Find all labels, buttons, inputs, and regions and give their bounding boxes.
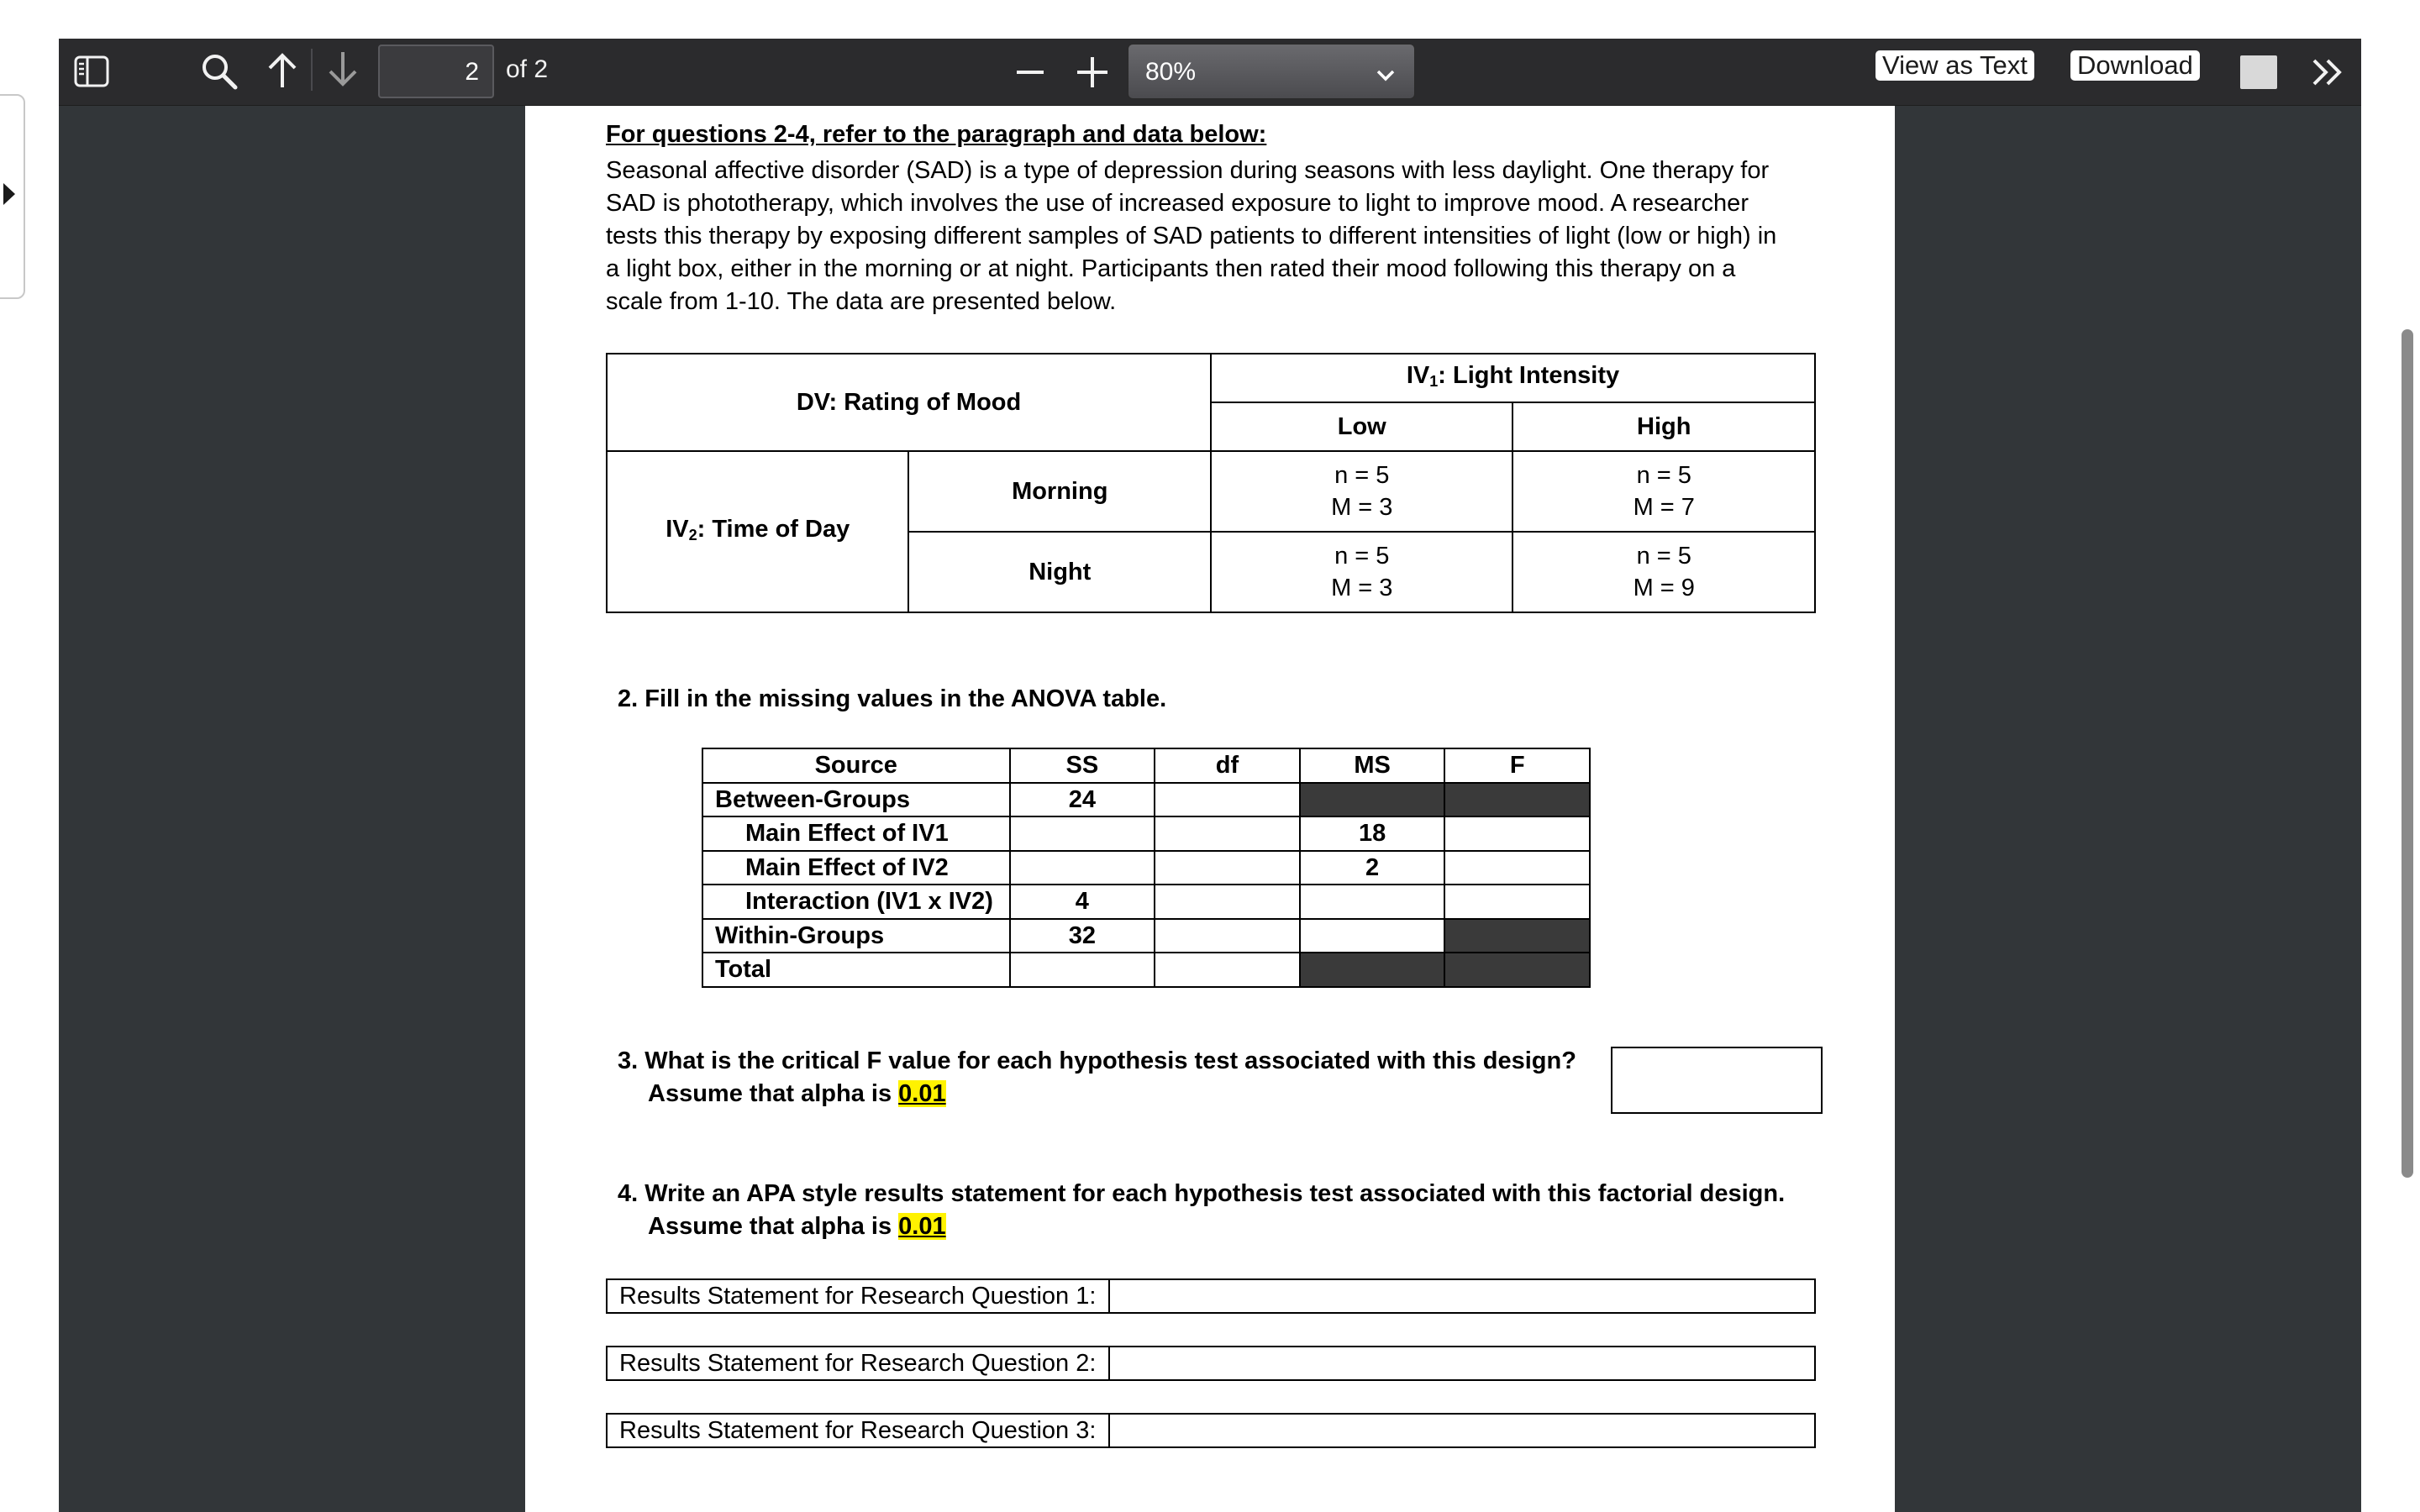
- df-cell[interactable]: [1155, 816, 1300, 851]
- f-cell[interactable]: [1444, 885, 1590, 919]
- night-label: Night: [908, 532, 1211, 612]
- iv2-label: $IV_2$: Time of Day: [607, 451, 908, 612]
- question-3: [618, 1045, 1576, 1110]
- header-ss: SS: [1010, 748, 1155, 783]
- results-statement-label: Results Statement for Research Question 1:: [608, 1280, 1110, 1312]
- source-cell: Within-Groups: [702, 919, 1010, 953]
- alpha-highlight: 0.01: [898, 1213, 946, 1240]
- zoom-value: 80%: [1145, 58, 1197, 86]
- source-cell: Main Effect of IV1: [702, 816, 1010, 851]
- f-cell[interactable]: [1444, 851, 1590, 885]
- ms-cell: 18: [1300, 816, 1445, 851]
- results-statement-row-2[interactable]: [606, 1346, 1816, 1381]
- anova-header-row: [702, 748, 1590, 783]
- results-statement-row-1[interactable]: [606, 1278, 1816, 1314]
- paragraph-line: Seasonal affective disorder (SAD) is a type of depression during seasons with less daylight. One therapy for: [606, 157, 1770, 184]
- df-cell[interactable]: [1155, 953, 1300, 987]
- chevron-down-icon: [1376, 61, 1396, 90]
- high-header: High: [1512, 402, 1815, 451]
- df-cell[interactable]: [1155, 851, 1300, 885]
- document-page: [525, 106, 1895, 1512]
- df-cell[interactable]: [1155, 783, 1300, 817]
- cut-off-text: [606, 106, 824, 111]
- dv-label: DV: Rating of Mood: [607, 354, 1211, 451]
- results-statement-label: Results Statement for Research Question 2:: [608, 1347, 1110, 1379]
- arrow-down-icon[interactable]: [326, 50, 360, 89]
- ms-cell[interactable]: [1300, 885, 1445, 919]
- f-cell-shaded: [1444, 783, 1590, 817]
- source-cell: Interaction (IV1 x IV2): [702, 885, 1010, 919]
- toolbar-divider: [311, 49, 313, 91]
- df-cell[interactable]: [1155, 919, 1300, 953]
- question-3-line: 3. What is the critical F value for each hypothesis test associated with this design?: [618, 1047, 1576, 1074]
- page-number-input[interactable]: 2: [378, 45, 494, 98]
- page-total-label: of 2: [506, 55, 549, 83]
- alpha-line: Assume that alpha is 0.01: [648, 1080, 946, 1107]
- cell-morning-low: n = 5 M = 3: [1211, 451, 1512, 532]
- table-row: [702, 953, 1590, 987]
- alpha-line: Assume that alpha is 0.01: [648, 1213, 946, 1240]
- design-table: [606, 353, 1816, 613]
- table-row: [702, 816, 1590, 851]
- f-cell[interactable]: [1444, 816, 1590, 851]
- ss-cell[interactable]: [1010, 953, 1155, 987]
- results-statement-label: Results Statement for Research Question 3:: [608, 1415, 1110, 1446]
- source-cell: Total: [702, 953, 1010, 987]
- section-heading: For questions 2-4, refer to the paragraph and data below:: [606, 121, 1267, 148]
- question-4: [618, 1178, 1819, 1243]
- table-row: [702, 783, 1590, 817]
- cell-night-high: n = 5 M = 9: [1512, 532, 1815, 612]
- f-cell-shaded: [1444, 953, 1590, 987]
- header-ms: MS: [1300, 748, 1445, 783]
- ms-cell-shaded: [1300, 953, 1445, 987]
- ms-cell-shaded: [1300, 783, 1445, 817]
- pdf-viewer: [59, 39, 2361, 1512]
- paragraph-line: SAD is phototherapy, which involves the use of increased exposure to light to improve mood. A researcher: [606, 190, 1749, 217]
- table-row: [702, 919, 1590, 953]
- zoom-out-icon[interactable]: [1015, 57, 1045, 87]
- download-button[interactable]: Download: [2070, 50, 2200, 81]
- ss-cell: 4: [1010, 885, 1155, 919]
- paragraph-line: scale from 1-10. The data are presented below.: [606, 288, 1117, 315]
- pdf-toolbar: [59, 39, 2361, 106]
- ss-cell: 24: [1010, 783, 1155, 817]
- morning-label: Morning: [908, 451, 1211, 532]
- anova-table: [702, 748, 1591, 988]
- cell-morning-high: n = 5 M = 7: [1512, 451, 1815, 532]
- header-source: Source: [702, 748, 1010, 783]
- alpha-highlight: 0.01: [898, 1080, 946, 1107]
- ss-cell[interactable]: [1010, 816, 1155, 851]
- double-chevron-right-icon[interactable]: [2311, 57, 2344, 87]
- expand-sidebar-arrow-icon[interactable]: [3, 183, 15, 205]
- view-as-text-button[interactable]: View as Text: [1876, 50, 2034, 81]
- header-df: df: [1155, 748, 1300, 783]
- f-cell-shaded: [1444, 919, 1590, 953]
- cell-night-low: n = 5 M = 3: [1211, 532, 1512, 612]
- arrow-up-icon[interactable]: [266, 50, 299, 89]
- iv1-label: $IV_1$: Light Intensity: [1211, 354, 1815, 402]
- sidebar-toggle-icon[interactable]: [74, 55, 109, 87]
- zoom-in-icon[interactable]: [1076, 55, 1109, 89]
- ss-cell: 32: [1010, 919, 1155, 953]
- ss-cell[interactable]: [1010, 851, 1155, 885]
- table-row: [702, 885, 1590, 919]
- vertical-scrollbar[interactable]: [2402, 329, 2413, 1178]
- source-cell: Between-Groups: [702, 783, 1010, 817]
- zoom-select[interactable]: [1128, 44, 1415, 99]
- low-header: Low: [1211, 402, 1512, 451]
- table-row: [702, 851, 1590, 885]
- paragraph-line: a light box, either in the morning or at night. Participants then rated their mood following this therapy on a: [606, 255, 1736, 282]
- critical-f-answer-box[interactable]: [1611, 1047, 1823, 1114]
- question-2: 2. Fill in the missing values in the ANOVA table.: [618, 685, 1167, 712]
- search-icon[interactable]: [200, 52, 239, 91]
- ms-cell: 2: [1300, 851, 1445, 885]
- source-cell: Main Effect of IV2: [702, 851, 1010, 885]
- square-icon[interactable]: [2240, 55, 2277, 89]
- ms-cell[interactable]: [1300, 919, 1445, 953]
- df-cell[interactable]: [1155, 885, 1300, 919]
- scenario-paragraph: [606, 155, 1816, 318]
- paragraph-line: tests this therapy by exposing different samples of SAD patients to different intensities of light (low or high) in: [606, 223, 1777, 249]
- question-4-line: 4. Write an APA style results statement for each hypothesis test associated with this factorial design.: [618, 1180, 1786, 1207]
- header-f: F: [1444, 748, 1590, 783]
- results-statement-row-3[interactable]: [606, 1413, 1816, 1448]
